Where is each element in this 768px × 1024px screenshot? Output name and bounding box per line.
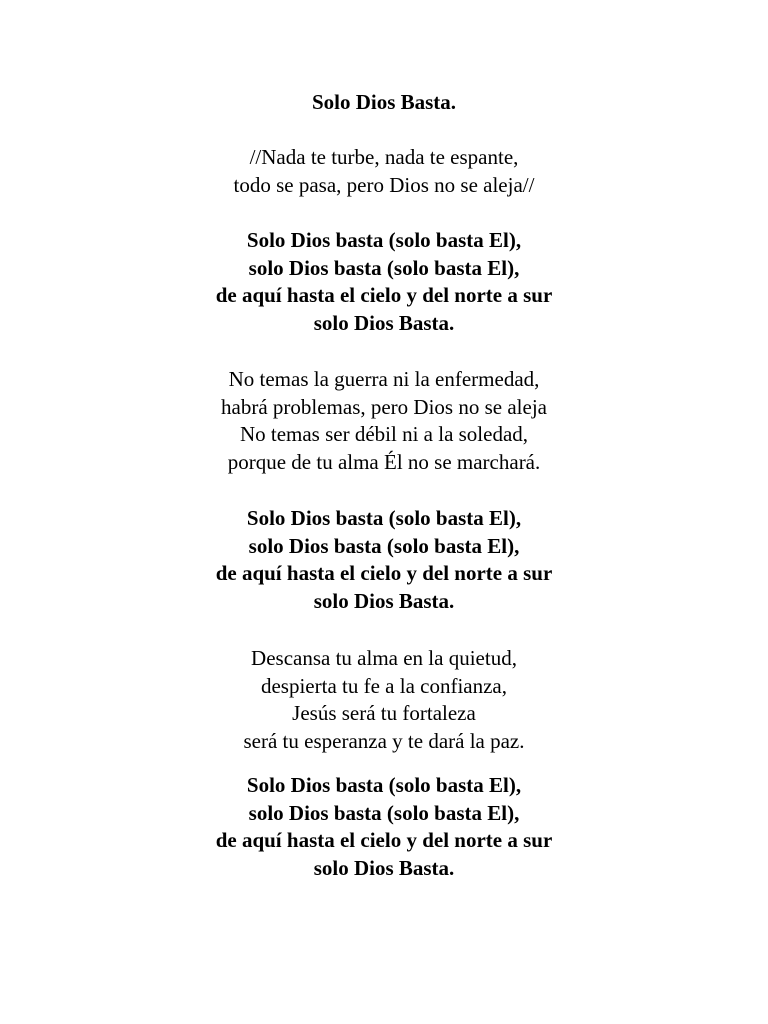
verse-line: No temas la guerra ni la enfermedad, [228, 367, 540, 391]
verse-line: será tu esperanza y te dará la paz. [243, 729, 525, 754]
verse-line: habrá problemas, pero Dios no se aleja [221, 394, 547, 419]
chorus-line: de aquí hasta el cielo y del norte a sur [215, 283, 553, 308]
chorus-2 [0, 505, 768, 616]
chorus-3 [0, 772, 768, 883]
chorus-line: solo Dios basta (solo basta El), [248, 533, 520, 558]
chorus-line: solo Dios Basta. [313, 589, 455, 614]
verse-2 [0, 366, 768, 477]
verse-line: No temas ser débil ni a la soledad, [239, 422, 529, 447]
chorus-line: solo Dios basta (solo basta El), [248, 255, 520, 280]
verse-line: porque de tu alma Él no se marchará. [227, 450, 541, 475]
chorus-line: de aquí hasta el cielo y del norte a sur [215, 828, 553, 853]
chorus-line: de aquí hasta el cielo y del norte a sur [215, 561, 553, 586]
chorus-1 [0, 227, 768, 338]
verse-line: //Nada te turbe, nada te espante, [249, 145, 519, 169]
verse-line: Descansa tu alma en la quietud, [251, 646, 517, 670]
chorus-line: solo Dios Basta. [313, 856, 455, 881]
verse-3 [0, 645, 768, 756]
verse-line: todo se pasa, pero Dios no se aleja// [233, 172, 535, 197]
chorus-line: Solo Dios basta (solo basta El), [246, 228, 522, 252]
verse-line: Jesús será tu fortaleza [292, 701, 476, 726]
chorus-line: solo Dios Basta. [313, 311, 455, 336]
verse-1 [0, 144, 768, 199]
chorus-line: Solo Dios basta (solo basta El), [246, 506, 522, 530]
chorus-line: Solo Dios basta (solo basta El), [246, 773, 522, 797]
verse-line: despierta tu fe a la confianza, [260, 673, 508, 698]
song-title: Solo Dios Basta. [311, 90, 457, 114]
chorus-line: solo Dios basta (solo basta El), [248, 800, 520, 825]
